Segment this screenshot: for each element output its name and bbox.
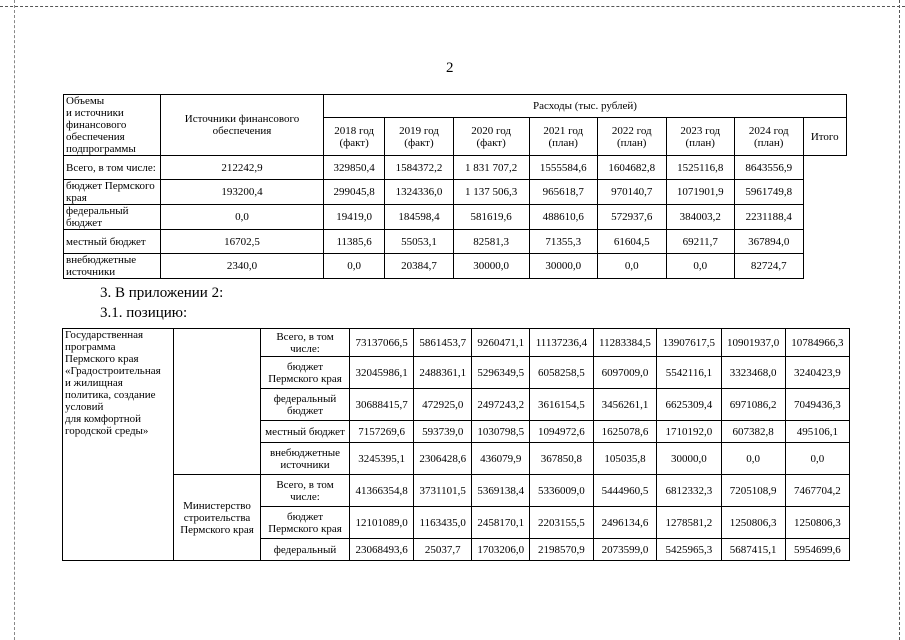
table2-cell: 6625309,4 <box>657 389 721 421</box>
table2-cell: 2488361,1 <box>414 357 472 389</box>
table2-cell: 7205108,9 <box>721 475 785 507</box>
table1-cell: 20384,7 <box>385 254 454 279</box>
table2-cell: 5369138,4 <box>472 475 530 507</box>
table2-cell: 1710192,0 <box>657 421 721 443</box>
table1-cell: 970140,7 <box>598 180 667 205</box>
section-3-heading: 3. В приложении 2: <box>100 285 224 301</box>
table1-cell: 488610,6 <box>529 205 598 230</box>
table1-cell: 299045,8 <box>324 180 385 205</box>
table1-cell: 581619,6 <box>453 205 529 230</box>
table2-row-label: Всего, в том числе: <box>261 329 350 357</box>
table2-row-label: внебюджетные источники <box>261 443 350 475</box>
table2-cell: 367850,8 <box>530 443 593 475</box>
table1-year-header: 2020 год (факт) <box>453 118 529 156</box>
table1-cell: 965618,7 <box>529 180 598 205</box>
table1-cell: 212242,9 <box>161 156 324 180</box>
table1-row-label: внебюджетные источники <box>64 254 161 279</box>
table2-cell: 5542116,1 <box>657 357 721 389</box>
table1-cell: 69211,7 <box>666 230 735 254</box>
table2-cell: 472925,0 <box>414 389 472 421</box>
table1-year-header: Итого <box>803 118 847 156</box>
table2-cell: 9260471,1 <box>472 329 530 357</box>
table2-cell: 495106,1 <box>785 421 849 443</box>
table2-cell: 11283384,5 <box>593 329 657 357</box>
table2-row-label: федеральный <box>261 539 350 561</box>
financing-table-subprogram <box>63 94 847 279</box>
table2-cell: 41366354,8 <box>350 475 414 507</box>
table1-cell: 71355,3 <box>529 230 598 254</box>
table2-row-label: бюджет Пермского края <box>261 507 350 539</box>
table1-row-label: местный бюджет <box>64 230 161 254</box>
table2-cell: 1094972,6 <box>530 421 593 443</box>
table2-cell: 11137236,4 <box>530 329 593 357</box>
table2-cell: 2496134,6 <box>593 507 657 539</box>
table2-cell: 6097009,0 <box>593 357 657 389</box>
table1-cell: 55053,1 <box>385 230 454 254</box>
page-edge-right <box>899 0 901 640</box>
table-row <box>64 254 847 279</box>
table1-cell: 8643556,9 <box>735 156 804 180</box>
table2-cell: 2497243,2 <box>472 389 530 421</box>
table2-cell: 6971086,2 <box>721 389 785 421</box>
table1-year-header: 2018 год (факт) <box>324 118 385 156</box>
table1-year-header: 2022 год (план) <box>598 118 667 156</box>
table2-cell: 1163435,0 <box>414 507 472 539</box>
table1-year-header: 2021 год (план) <box>529 118 598 156</box>
table2-cell: 3456261,1 <box>593 389 657 421</box>
table2-row-label: федеральный бюджет <box>261 389 350 421</box>
table2-row-label: бюджет Пермского края <box>261 357 350 389</box>
table1-cell: 30000,0 <box>453 254 529 279</box>
table1-cell: 184598,4 <box>385 205 454 230</box>
table1-cell: 329850,4 <box>324 156 385 180</box>
table2-cell: 1250806,3 <box>721 507 785 539</box>
table2-cell: 1703206,0 <box>472 539 530 561</box>
table1-year-header: 2019 год (факт) <box>385 118 454 156</box>
table1-year-header: 2023 год (план) <box>666 118 735 156</box>
table2-cell: 436079,9 <box>472 443 530 475</box>
table1-cell: 1525116,8 <box>666 156 735 180</box>
table2-cell: 30000,0 <box>657 443 721 475</box>
table2-empty-cell <box>174 329 261 475</box>
table2-cell: 0,0 <box>721 443 785 475</box>
table2-cell: 5336009,0 <box>530 475 593 507</box>
table2-cell: 0,0 <box>785 443 849 475</box>
table1-source-header: Источники финансового обеспечения <box>161 95 324 156</box>
table1-cell: 1604682,8 <box>598 156 667 180</box>
table1-expenses-header: Расходы (тыс. рублей) <box>324 95 847 118</box>
table1-cell: 1 831 707,2 <box>453 156 529 180</box>
table2-cell: 1278581,2 <box>657 507 721 539</box>
table2-cell: 5861453,7 <box>414 329 472 357</box>
table2-cell: 10901937,0 <box>721 329 785 357</box>
table1-cell: 0,0 <box>666 254 735 279</box>
table2-cell: 3616154,5 <box>530 389 593 421</box>
table1-cell: 0,0 <box>598 254 667 279</box>
table1-cell: 1 137 506,3 <box>453 180 529 205</box>
table1-cell: 82724,7 <box>735 254 804 279</box>
table2-cell: 6058258,5 <box>530 357 593 389</box>
table1-left-label: Объемы и источники финансового обеспечения подпрограммы <box>64 95 161 156</box>
table1-cell: 82581,3 <box>453 230 529 254</box>
table2-cell: 3731101,5 <box>414 475 472 507</box>
table2-cell: 6812332,3 <box>657 475 721 507</box>
table2-cell: 2306428,6 <box>414 443 472 475</box>
table2-cell: 105035,8 <box>593 443 657 475</box>
table2-cell: 7467704,2 <box>785 475 849 507</box>
table1-row-label: Всего, в том числе: <box>64 156 161 180</box>
table2-cell: 5687415,1 <box>721 539 785 561</box>
table2-cell: 12101089,0 <box>350 507 414 539</box>
table1-cell: 11385,6 <box>324 230 385 254</box>
table2-cell: 607382,8 <box>721 421 785 443</box>
table2-cell: 1250806,3 <box>785 507 849 539</box>
table1-cell: 572937,6 <box>598 205 667 230</box>
table1-cell: 2231188,4 <box>735 205 804 230</box>
table2-cell: 2198570,9 <box>530 539 593 561</box>
page-edge-top <box>0 0 905 7</box>
table2-cell: 5954699,6 <box>785 539 849 561</box>
table2-cell: 73137066,5 <box>350 329 414 357</box>
table2-row-label: местный бюджет <box>261 421 350 443</box>
table1-cell: 193200,4 <box>161 180 324 205</box>
table2-ministry-label: Министерство строительства Пермского края <box>174 475 261 561</box>
table2-cell: 10784966,3 <box>785 329 849 357</box>
page-edge-left <box>14 0 16 640</box>
table2-cell: 2458170,1 <box>472 507 530 539</box>
table1-year-header: 2024 год (план) <box>735 118 804 156</box>
table2-cell: 7049436,3 <box>785 389 849 421</box>
table1-cell: 16702,5 <box>161 230 324 254</box>
table-row <box>63 475 850 507</box>
table2-program-label: Государственная программа Пермского края «Градостроительная и жилищная политика, создание условий для комфортной городской среды» <box>63 329 174 561</box>
table1-cell: 5961749,8 <box>735 180 804 205</box>
table2-cell: 32045986,1 <box>350 357 414 389</box>
section-3-1-heading: 3.1. позицию: <box>100 305 188 321</box>
page-number: 2 <box>446 60 454 76</box>
table-row <box>64 230 847 254</box>
table2-cell: 3323468,0 <box>721 357 785 389</box>
table2-cell: 25037,7 <box>414 539 472 561</box>
table1-cell: 0,0 <box>161 205 324 230</box>
table2-cell: 5444960,5 <box>593 475 657 507</box>
table-row <box>63 329 850 357</box>
table2-cell: 1030798,5 <box>472 421 530 443</box>
table2-cell: 23068493,6 <box>350 539 414 561</box>
table2-cell: 5296349,5 <box>472 357 530 389</box>
table2-cell: 13907617,5 <box>657 329 721 357</box>
table2-cell: 2073599,0 <box>593 539 657 561</box>
table1-cell: 0,0 <box>324 254 385 279</box>
table2-cell: 3245395,1 <box>350 443 414 475</box>
table2-cell: 1625078,6 <box>593 421 657 443</box>
table2-cell: 30688415,7 <box>350 389 414 421</box>
table1-row-label: федеральный бюджет <box>64 205 161 230</box>
table1-cell: 61604,5 <box>598 230 667 254</box>
table1-cell: 30000,0 <box>529 254 598 279</box>
table2-cell: 2203155,5 <box>530 507 593 539</box>
table1-cell: 2340,0 <box>161 254 324 279</box>
table1-cell: 384003,2 <box>666 205 735 230</box>
table2-cell: 3240423,9 <box>785 357 849 389</box>
table1-cell: 1555584,6 <box>529 156 598 180</box>
table-row <box>64 180 847 205</box>
table1-row-label: бюджет Пермского края <box>64 180 161 205</box>
table1-cell: 19419,0 <box>324 205 385 230</box>
table2-row-label: Всего, в том числе: <box>261 475 350 507</box>
table2-cell: 5425965,3 <box>657 539 721 561</box>
table1-cell: 1324336,0 <box>385 180 454 205</box>
financing-table-program <box>62 328 850 561</box>
table1-cell: 1071901,9 <box>666 180 735 205</box>
table2-cell: 593739,0 <box>414 421 472 443</box>
table-row <box>64 205 847 230</box>
table2-cell: 7157269,6 <box>350 421 414 443</box>
table1-cell: 367894,0 <box>735 230 804 254</box>
table-row <box>64 156 847 180</box>
table1-cell: 1584372,2 <box>385 156 454 180</box>
